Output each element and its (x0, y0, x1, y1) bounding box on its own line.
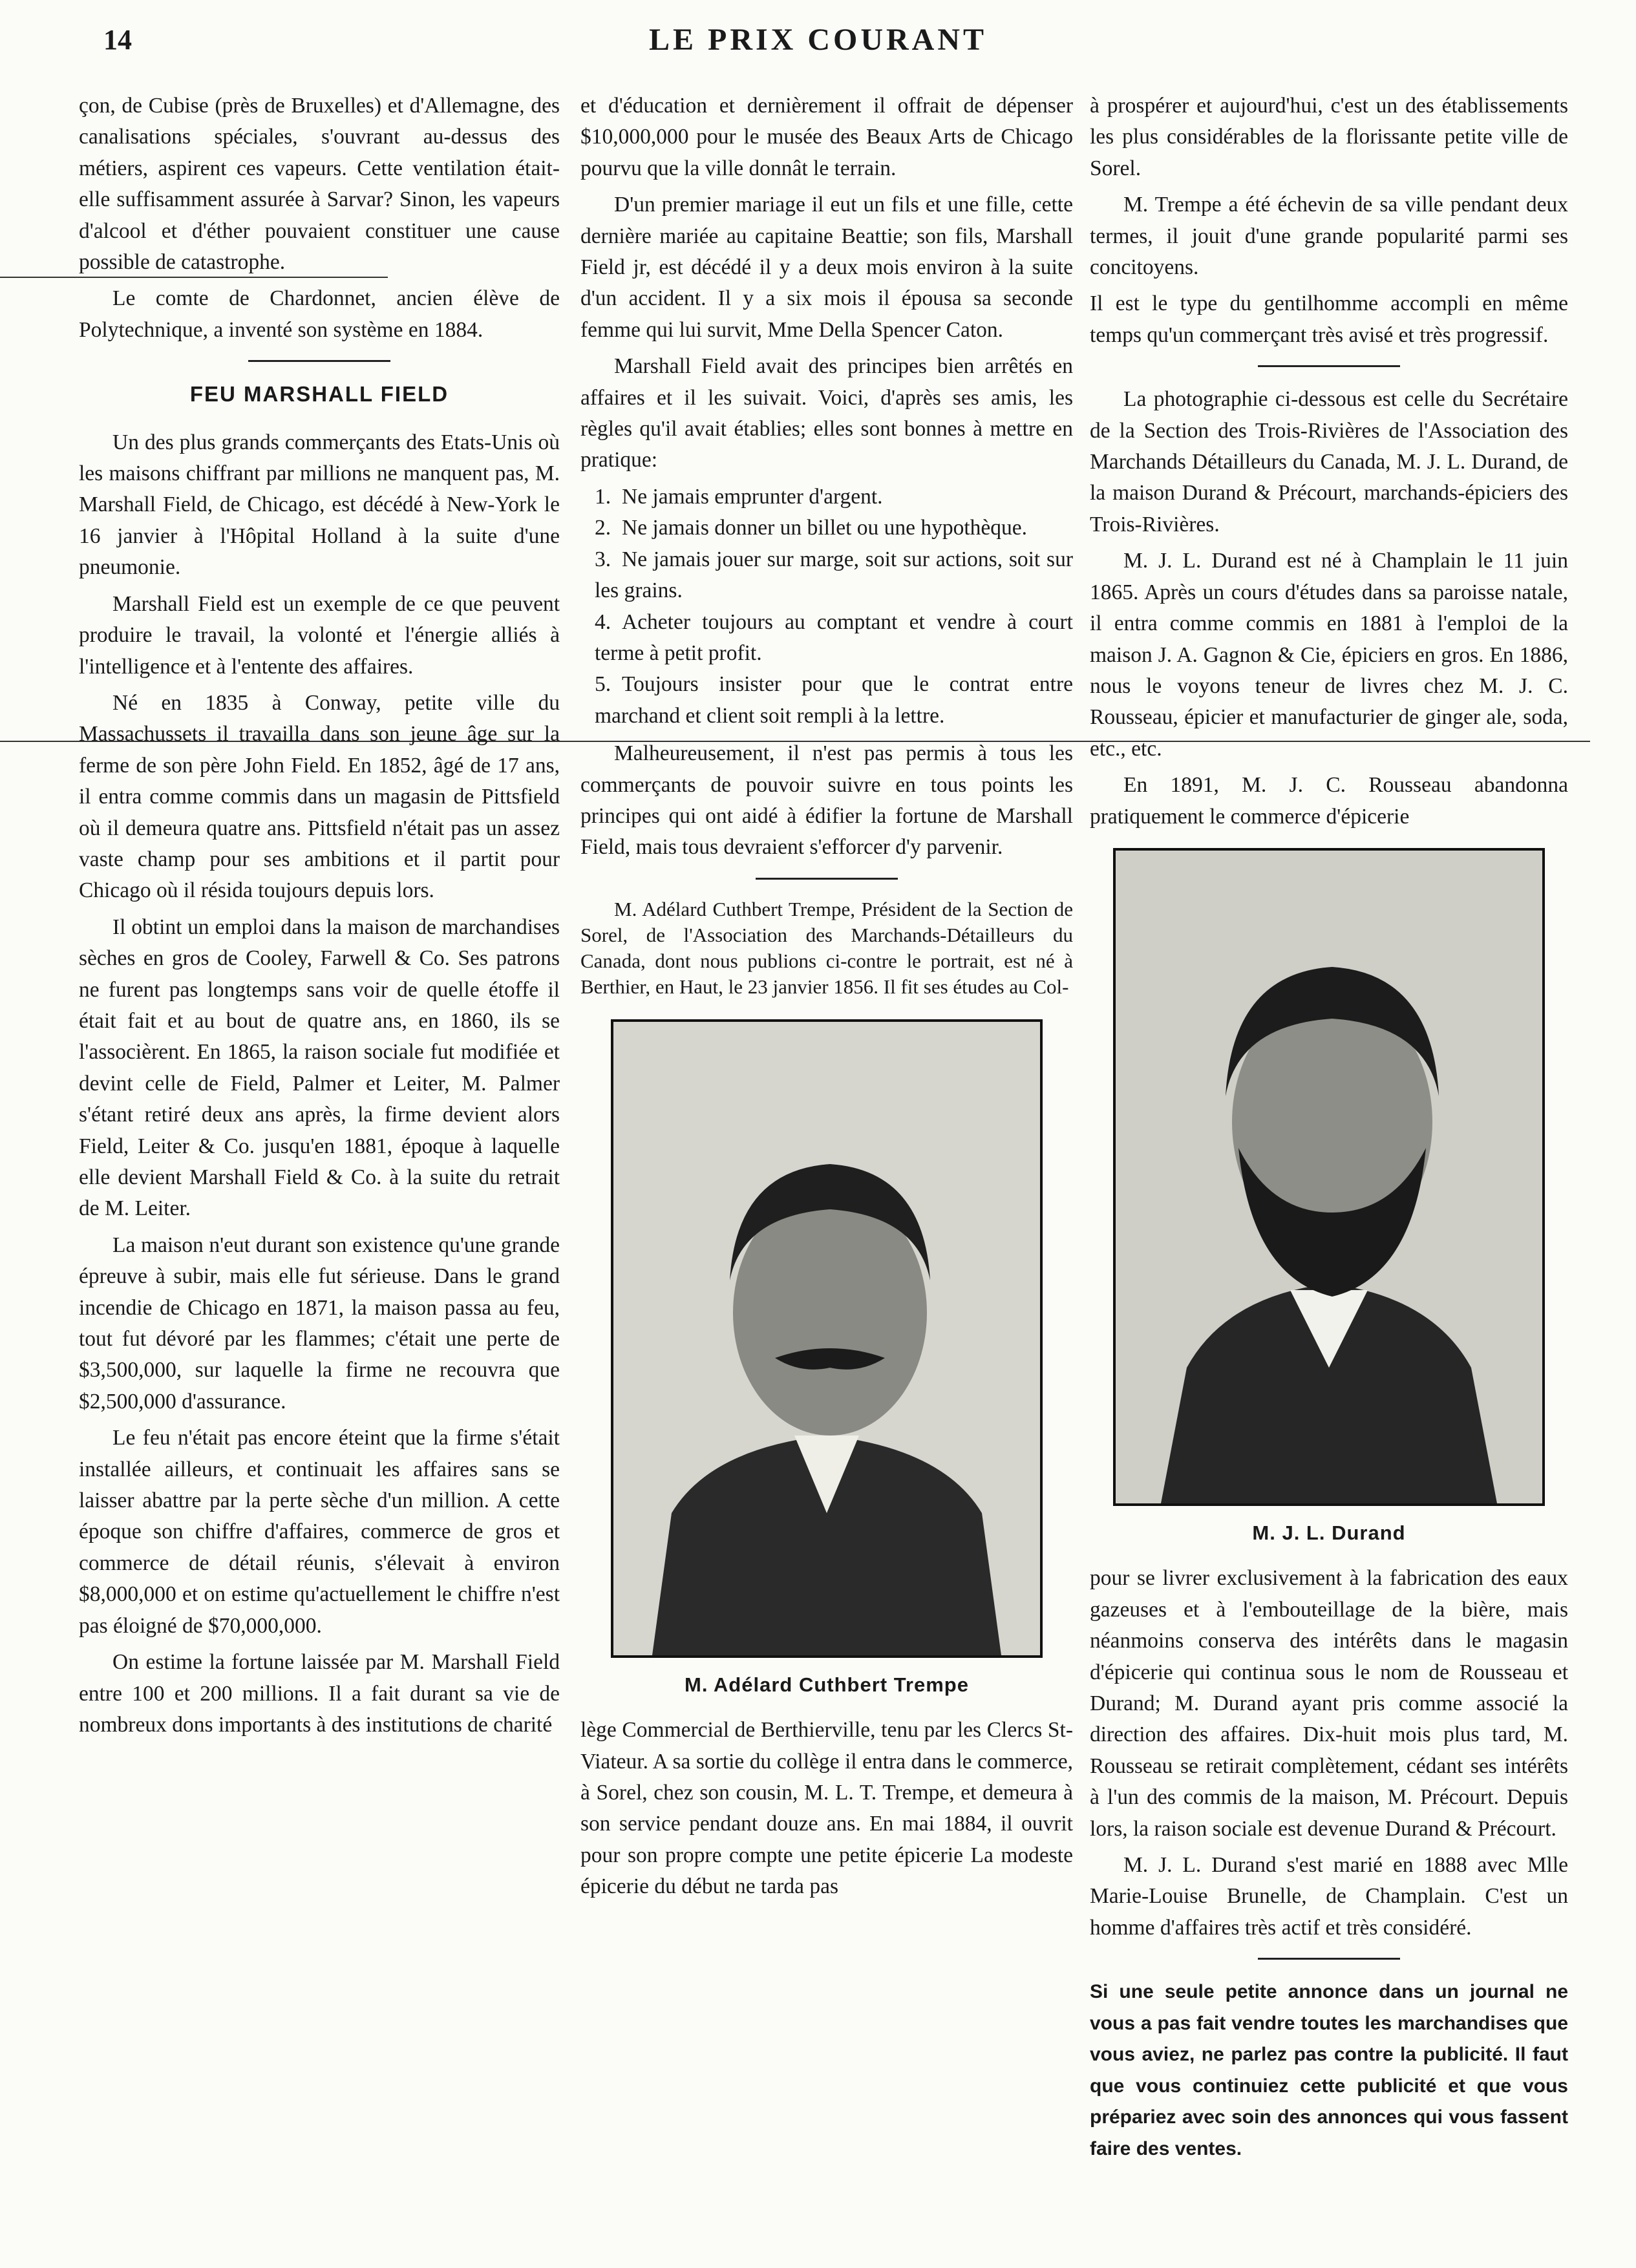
rule-text: Ne jamais donner un billet ou une hypothèque. (622, 516, 1028, 540)
paragraph: pour se livrer exclusivement à la fabrication des eaux gazeuses et à l'embouteillage de la bière, mais néanmoins conserva des intérêts dans le magasin d'épicerie qui continua sous le nom de Rousseau et Durand; M. Durand ayant pris comme associé la direction des affaires. Dix-huit mois plus tard, M. Rousseau se retirait complètement, cédant ses intérêts à l'un des commis de la maison, M. Précourt. Depuis lors, la raison sociale est devenue Durand & Précourt. (1090, 1566, 1568, 1841)
section-title: FEU MARSHALL FIELD (189, 382, 449, 407)
rule-text: Acheter toujours au comptant et vendre à court terme à petit profit. (595, 609, 1073, 665)
paragraph: çon, de Cubise (près de Bruxelles) et d'Allemagne, des canalisations spéciales, s'ouvrant au-dessus des métiers, aspirent ces vapeurs. Cette ventilation était-elle suffisamment assurée à Sarvar? Sinon, les vapeurs d'alcool et d'éther pouvaient constituer une cause possible de catastrophe. (79, 94, 560, 275)
portrait-illustration (1116, 851, 1542, 1503)
page-number: 14 (103, 24, 132, 56)
advertisement-note: Si une seule petite annonce dans un journal ne vous a pas fait vendre toutes les marchandises que vous aviez, ne parlez pas contre la publicité. Il faut que vous continuiez cette publicité et que vous prépariez avec soin des annonces qui vous fassent faire des ventes. (1090, 1981, 1568, 2159)
paragraph: et d'éducation et dernièrement il offrait de dépenser $10,000,000 pour le musée des Beaux Arts de Chicago pourvu que la ville donnât le terrain. (580, 94, 1073, 180)
paragraph: M. J. L. Durand est né à Champlain le 11 juin 1865. Après un cours d'études dans sa paroisse natale, il entra comme commis en 1881 à l'emploi de la maison J. A. Gagnon & Cie, épiciers en gros. En 1886, nous le voyons teneur de livres chez M. J. C. Rousseau, épicier et manufacturier de ginger ale, soda, etc., etc. (1090, 549, 1568, 761)
journal-title: LE PRIX COURANT (648, 23, 988, 57)
section-rule (248, 360, 390, 362)
rule-number: 2. (595, 516, 611, 540)
rule-text: Ne jamais emprunter d'argent. (622, 484, 883, 509)
rule-text: Toujours insister pour que le contrat entre marchand et client soit rempli à la lettre. (595, 672, 1073, 728)
rule-item (595, 544, 1073, 607)
paragraph: Le comte de Chardonnet, ancien élève de Polytechnique, a inventé son système en 1884. (79, 286, 560, 342)
rule-item (595, 513, 1073, 544)
paragraph: M. Trempe a été échevin de sa ville pendant deux termes, il jouit d'une grande popularité parmi ses concitoyens. (1090, 193, 1568, 280)
paragraph: La photographie ci-dessous est celle du Secrétaire de la Section des Trois-Rivières de l'Association des Marchands Détailleurs du Canada, M. J. L. Durand, de la maison Durand & Précourt, marchands-épiciers des Trois-Rivières. (1090, 387, 1568, 536)
paragraph: Le feu n'était pas encore éteint que la firme s'était installée ailleurs, et continuait les affaires sans se laisser abattre par la perte sèche d'un million. A cette époque son chiffre d'affaires, commerce de gros et commerce de détail réunis, s'élevait à environ $8,000,000 et on estime qu'actuellement le chiffre n'est pas éloigné de $70,000,000. (79, 1426, 560, 1638)
portrait-photo-trempe (611, 1019, 1043, 1658)
portrait-photo-durand (1113, 848, 1545, 1506)
section-rule (756, 878, 898, 880)
paragraph: La maison n'eut durant son existence qu'une grande épreuve à subir, mais elle fut sérieuse. Dans le grand incendie de Chicago en 1871, la maison passa au feu, tout fut dévoré par les flammes; c'était une perte de $3,500,000, sur laquelle la firme ne recouvra que $2,500,000 d'assurance. (79, 1233, 560, 1414)
column-left (79, 90, 560, 1746)
paragraph: En 1891, M. J. C. Rousseau abandonna pratiquement le commerce d'épicerie (1090, 773, 1568, 829)
photo-caption: M. Adélard Cuthbert Trempe (685, 1673, 969, 1696)
rule-item (595, 607, 1073, 670)
rule-item (595, 669, 1073, 732)
paragraph: Un des plus grands commerçants des Etats-Unis où les maisons chiffrant par millions ne manquent pas, M. Marshall Field, de Chicago, est décédé à New-York le 16 janvier à l'Hôpital Holland à la suite d'une pneumonie. (79, 430, 560, 580)
section-rule (1258, 1958, 1400, 1960)
paragraph: On estime la fortune laissée par M. Marshall Field entre 100 et 200 millions. Il a fait durant sa vie de nombreux dons importants à des institutions de charité (79, 1650, 560, 1737)
rules-list (580, 482, 1073, 732)
photo-caption: M. J. L. Durand (1252, 1521, 1406, 1544)
paragraph: à prospérer et aujourd'hui, c'est un des établissements les plus considérables de la florissante petite ville de Sorel. (1090, 94, 1568, 180)
rule-item (595, 482, 1073, 513)
page-header (0, 19, 1636, 65)
paragraph: Il obtint un emploi dans la maison de marchandises sèches en gros de Cooley, Farwell & Co. Ses patrons ne furent pas longtemps sans voir de quelle étoffe il était fait et au bout de quatre ans, en 1860, ils se l'associèrent. En 1865, la raison sociale fut modifiée et devint celle de Field, Palmer et Leiter, M. Palmer s'étant retiré deux ans après, la firme devient alors Field, Leiter & Co. jusqu'en 1881, époque à laquelle elle devient Marshall Field & Co. à la suite du retrait de M. Leiter. (79, 915, 560, 1221)
paragraph: Né en 1835 à Conway, petite ville du Massachussets il travailla dans son jeune âge sur la ferme de son père John Field. En 1852, âgé de 17 ans, il entra comme commis dans un magasin de Pittsfield où il demeura quatre ans. Pittsfield n'était pas un assez vaste champ pour ses ambitions et il partit pour Chicago où il résida toujours depuis lors. (79, 690, 560, 903)
paragraph: Malheureusement, il n'est pas permis à tous les commerçants de pouvoir suivre en tous points les principes qui ont aidé à édifier la fortune de Marshall Field, mais tous devraient s'efforcer d'y parvenir. (580, 741, 1073, 860)
rule-number: 3. (595, 547, 611, 571)
paragraph: D'un premier mariage il eut un fils et une fille, cette dernière mariée au capitaine Beattie; son fils, Marshall Field jr, est décédé il y a deux mois environ à la suite d'un accident. Il y a six mois il épousa sa seconde femme qui lui survit, Mme Della Spencer Caton. (580, 193, 1073, 342)
paragraph: Il est le type du gentilhomme accompli en même temps qu'un commerçant très avisé et très progressif. (1090, 291, 1568, 347)
portrait-illustration (613, 1022, 1040, 1655)
paragraph: Marshall Field est un exemple de ce que peuvent produire le travail, la volonté et l'énergie alliés à l'intelligence et à l'entente des affaires. (79, 591, 560, 679)
rule-number: 4. (595, 609, 611, 634)
section-rule (1258, 365, 1400, 367)
paragraph: lège Commercial de Berthierville, tenu par les Clercs St-Viateur. A sa sortie du collège il entra dans le commerce, à Sorel, chez son cousin, M. L. T. Trempe, et demeura à son service pendant douze ans. En mai 1884, il ouvrit pour son propre compte une petite épicerie La modeste épicerie du début ne tarda pas (580, 1718, 1073, 1899)
paragraph: M. J. L. Durand s'est marié en 1888 avec Mlle Marie-Louise Brunelle, de Champlain. C'est un homme d'affaires très actif et très considéré. (1090, 1853, 1568, 1940)
rule-number: 5. (595, 672, 611, 697)
column-middle (580, 90, 1073, 1908)
column-right (1090, 90, 1568, 2165)
rule-number: 1. (595, 484, 611, 509)
paragraph: Marshall Field avait des principes bien arrêtés en affaires et il les suivait. Voici, d'après ses amis, les règles qu'il avait établies; elles sont bonnes à mettre en pratique: (580, 354, 1073, 472)
rule-text: Ne jamais jouer sur marge, soit sur actions, soit sur les grains. (595, 547, 1073, 603)
paragraph: M. Adélard Cuthbert Trempe, Président de la Section de Sorel, de l'Association des Marchands-Détailleurs du Canada, dont nous publions ci-contre le portrait, est né à Berthier, en Haut, le 23 janvier 1856. Il fit ses études au Col- (580, 897, 1073, 998)
